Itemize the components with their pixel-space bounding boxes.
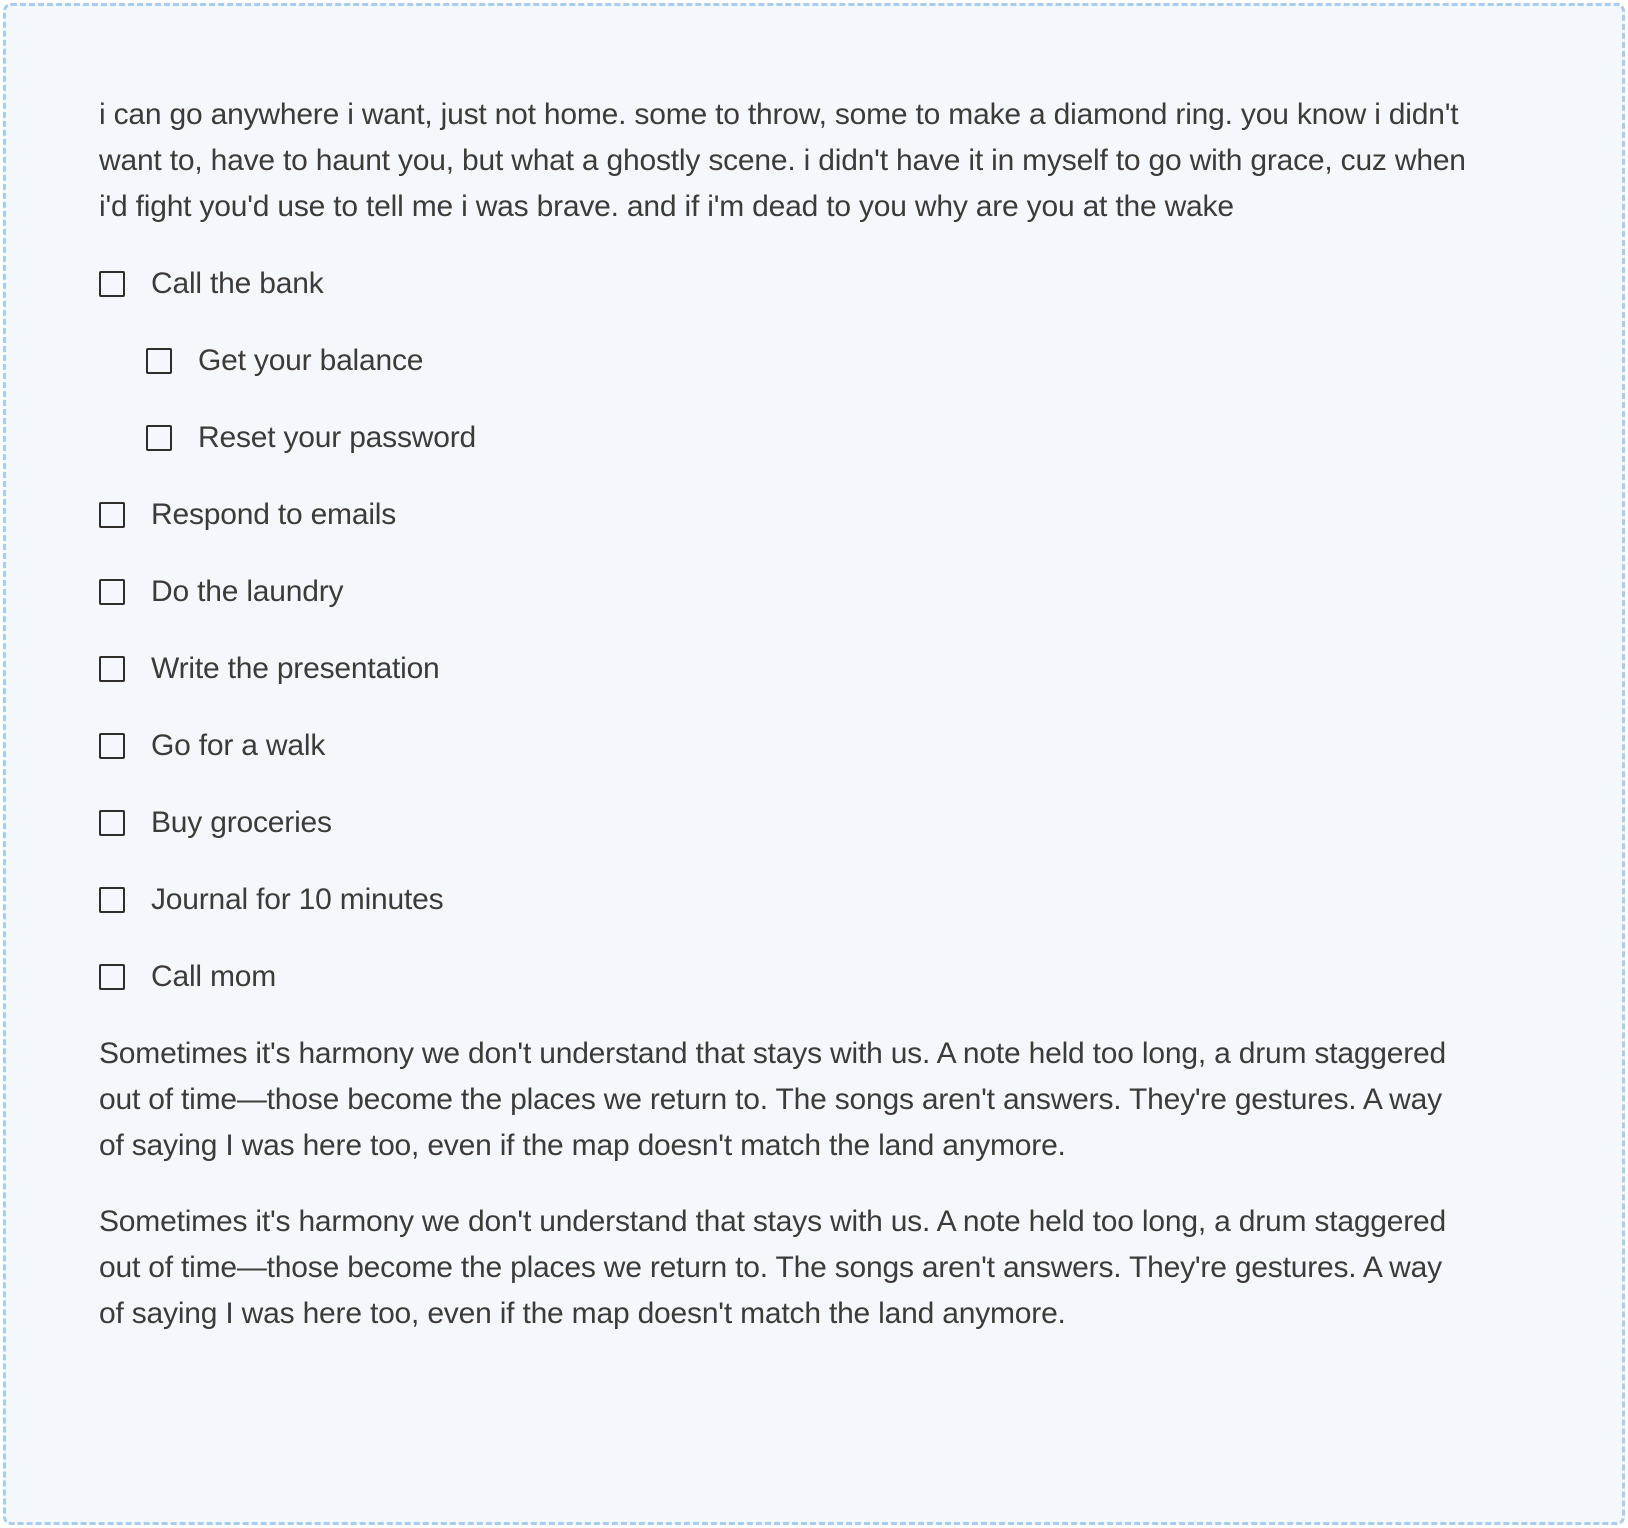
todo-item-label: Call mom xyxy=(151,960,277,993)
todo-item-label: Reset your password xyxy=(198,421,476,454)
todo-item-label: Call the bank xyxy=(151,267,324,300)
closing-paragraph-1: Sometimes it's harmony we don't understand that stays with us. A note held too long, a drum staggered out of time—those become the places we return to. The songs aren't answers. They're gestures. A way of saying I was here too, even if the map doesn't match the land anymore. xyxy=(99,1037,1447,1162)
todo-item xyxy=(99,723,1472,769)
checkbox-unchecked-icon[interactable] xyxy=(99,810,125,836)
todo-item xyxy=(99,954,1472,1000)
todo-item-label: Buy groceries xyxy=(151,806,332,839)
todo-item-label: Journal for 10 minutes xyxy=(151,883,444,916)
checkbox-unchecked-icon[interactable] xyxy=(99,271,125,297)
todo-item xyxy=(99,877,1472,923)
checkbox-unchecked-icon[interactable] xyxy=(99,733,125,759)
checkbox-unchecked-icon[interactable] xyxy=(99,887,125,913)
todo-item-label: Respond to emails xyxy=(151,498,397,531)
closing-paragraph-2: Sometimes it's harmony we don't understand that stays with us. A note held too long, a drum staggered out of time—those become the places we return to. The songs aren't answers. They're gestures. A way of saying I was here too, even if the map doesn't match the land anymore. xyxy=(99,1205,1447,1330)
todo-item xyxy=(99,569,1472,615)
todo-item-label: Get your balance xyxy=(198,344,424,377)
todo-item xyxy=(99,646,1472,692)
checkbox-unchecked-icon[interactable] xyxy=(146,348,172,374)
checkbox-unchecked-icon[interactable] xyxy=(146,425,172,451)
todo-item-label: Go for a walk xyxy=(151,729,326,762)
todo-item xyxy=(99,800,1472,846)
todo-item-label: Do the laundry xyxy=(151,575,344,608)
checkbox-unchecked-icon[interactable] xyxy=(99,502,125,528)
todo-item xyxy=(99,338,1472,384)
todo-item-label: Write the presentation xyxy=(151,652,440,685)
document-content xyxy=(6,6,1622,1427)
checkbox-unchecked-icon[interactable] xyxy=(99,656,125,682)
todo-item xyxy=(99,492,1472,538)
intro-paragraph: i can go anywhere i want, just not home. some to throw, some to make a diamond ring. you know i didn't want to, have to haunt you, but what a ghostly scene. i didn't have it in myself to go with grace, cuz when i'd fight you'd use to tell me i was brave. and if i'm dead to you why are you at the wake xyxy=(99,98,1466,223)
todo-item xyxy=(99,415,1472,461)
checkbox-unchecked-icon[interactable] xyxy=(99,964,125,990)
todo-checklist xyxy=(99,261,1472,1000)
checkbox-unchecked-icon[interactable] xyxy=(99,579,125,605)
document-page xyxy=(3,3,1625,1525)
todo-item xyxy=(99,261,1472,307)
